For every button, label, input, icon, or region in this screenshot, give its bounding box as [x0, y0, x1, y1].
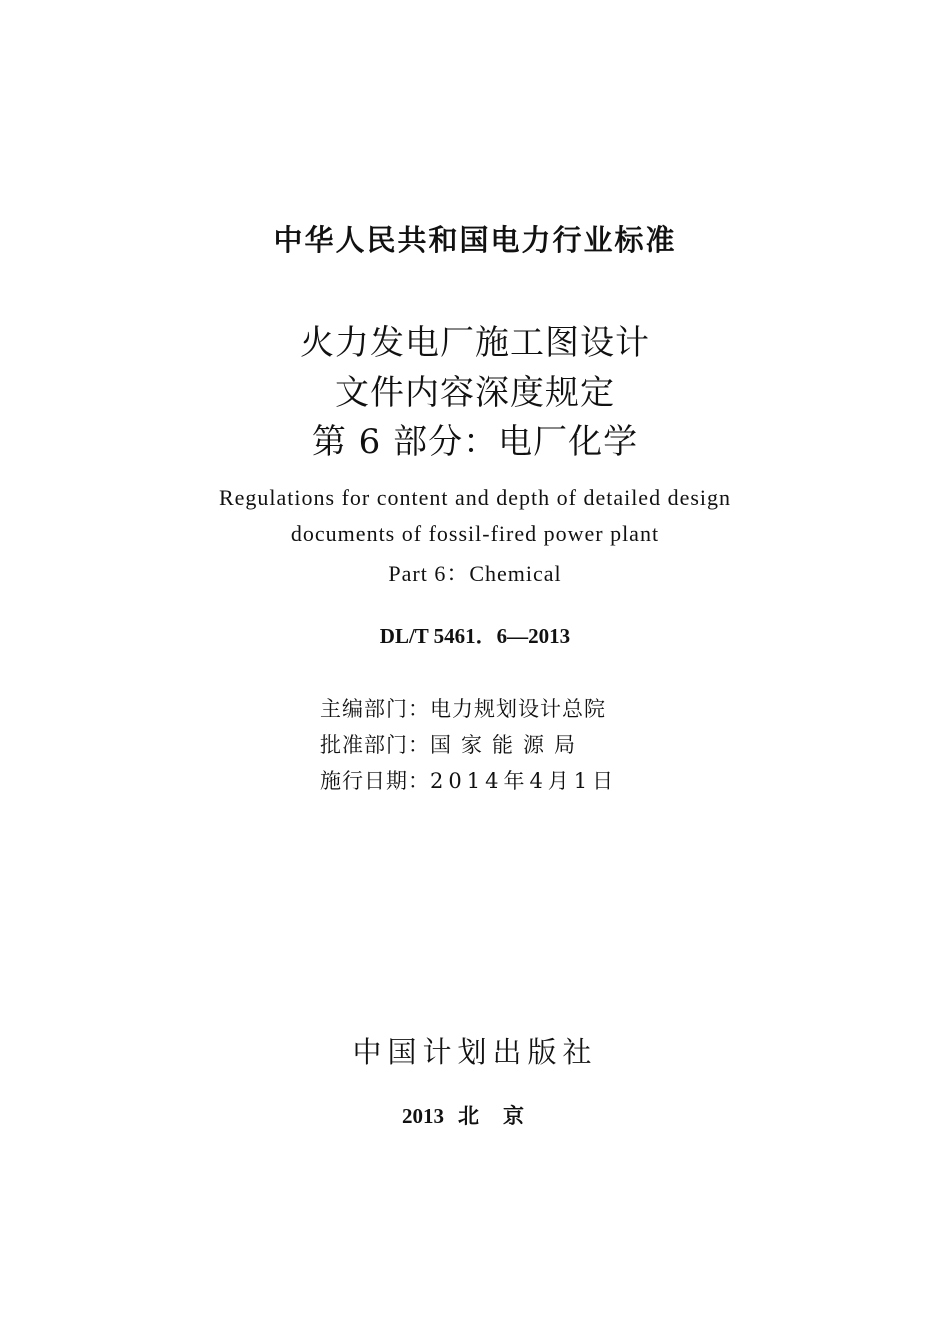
effective-date-value: 2014年4月1日 [430, 769, 619, 793]
approver-label: 批准部门： [320, 733, 430, 757]
publisher-name: 中国计划出版社 [352, 1035, 598, 1069]
publication-line [0, 1100, 950, 1130]
title-en-line-1: Regulations for content and depth of detailed design [218, 485, 732, 510]
effective-date-label: 施行日期： [320, 769, 430, 793]
effective-date-row [320, 765, 618, 795]
approver-row [320, 729, 585, 759]
title-cn-line-3: 第 6 部分：电厂化学 [311, 422, 639, 462]
approver-value: 国家能源局 [430, 733, 585, 757]
standard-number: DL/T 5461．6—2013 [379, 624, 571, 648]
title-cn-line-2: 文件内容深度规定 [335, 373, 615, 413]
editor-value: 电力规划设计总院 [430, 697, 606, 721]
publication-city: 北京 [458, 1104, 548, 1128]
publication-year: 2013 [402, 1104, 444, 1128]
title-en-line-3: Part 6：Chemical [388, 561, 562, 586]
title-cn-line-1: 火力发电厂施工图设计 [300, 323, 650, 363]
standard-type-heading: 中华人民共和国电力行业标准 [273, 223, 677, 257]
editor-label: 主编部门： [320, 697, 430, 721]
editor-row [320, 693, 606, 723]
title-en-line-2: documents of fossil-fired power plant [290, 521, 660, 546]
